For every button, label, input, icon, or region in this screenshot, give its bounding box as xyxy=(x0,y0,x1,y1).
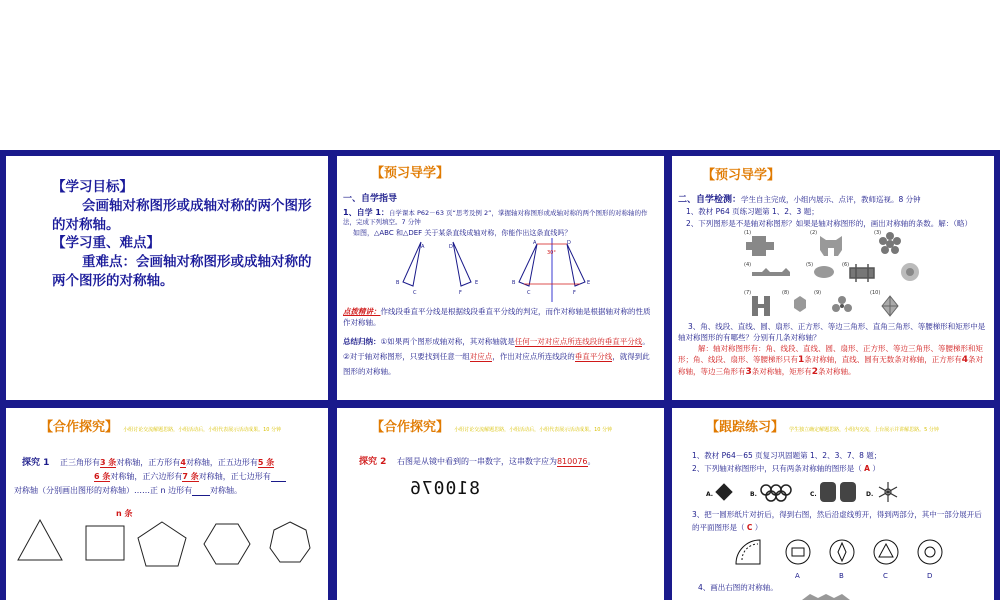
practice-q3-end: ） xyxy=(754,523,763,532)
slide-header xyxy=(371,416,612,435)
goals-heading: 【学习目标】 xyxy=(52,179,133,195)
figure-8-icon xyxy=(794,296,806,312)
fig-number-2: (2) xyxy=(810,230,818,236)
answer-number-2: 4 xyxy=(961,355,969,365)
choice-d-label: D xyxy=(927,572,933,580)
slide-title: 【合作探究】 xyxy=(40,420,119,435)
slide-title-note: 小组讨论交流解题思路，小组活动后，小组代表展示活动成果。10 分钟 xyxy=(123,427,282,433)
symmetry-figures xyxy=(742,228,942,318)
option-a-label: A. xyxy=(706,491,714,498)
figure-7-icon xyxy=(752,296,770,316)
slide-practice xyxy=(672,408,994,600)
square-shape xyxy=(86,526,124,560)
summary-label: 总结归纳： xyxy=(343,337,381,346)
heptagon-shape xyxy=(270,522,310,562)
answer-pentagon: 5 条 xyxy=(257,458,275,467)
fig-number-6: (6) xyxy=(842,262,850,268)
summary-text-2: 。②对于轴对称图形，只要找到任意一组 xyxy=(343,337,650,361)
answer-part-3: 条对称轴，等边三角形有 xyxy=(678,355,984,376)
answer-number-4: 2 xyxy=(811,367,819,377)
option-c-icon xyxy=(820,482,856,502)
fig2-label-b: B xyxy=(512,280,516,286)
answer-number-3: 3 xyxy=(745,367,752,377)
fig2-label-d: D xyxy=(567,240,571,246)
fig1-label-f: F xyxy=(459,290,462,296)
practice-q2-text: 2、下列轴对称图形中，只有两条对称轴的图形是（ xyxy=(692,464,862,473)
question-2: 2、下列图形是不是轴对称图形？如果是轴对称图形的，画出对称轴的条数。解：（略） xyxy=(686,219,973,228)
section-heading: 一、自学指导 xyxy=(343,194,398,204)
section-line xyxy=(678,194,990,206)
paper-cut-figures xyxy=(732,534,982,580)
answer-part-2: 条对称轴，直线、圆有无数条对称轴，正方形有 xyxy=(804,355,962,364)
fig-number-5: (5) xyxy=(806,262,814,268)
top-blank-area xyxy=(0,0,1000,150)
answer-part-1: 轴对称图形有：角、线段、直线、圆、扇形、正方形、等边三角形、等腰梯形和矩形；角、线段、扇形、等腰梯形只有 xyxy=(678,344,983,364)
figure-10-icon xyxy=(882,296,898,316)
explore-text-5: 对称轴，正七边形有 xyxy=(198,472,271,481)
slide-title: 【合作探究】 xyxy=(371,420,450,435)
summary-text xyxy=(343,334,655,379)
summary-text-4: ，就得到此图形的对称轴。 xyxy=(343,352,650,376)
slide-preview-guide xyxy=(337,156,664,400)
explore-2-text: 探究 2 右图是从镜中看到的一串数字，这串数字应为810076。 xyxy=(359,457,596,467)
summary-answer-1: 任何一对对应点所连线段的垂直平分线 xyxy=(514,337,643,346)
fig1-label-b: B xyxy=(396,280,400,286)
explore-2-answer: 810076 xyxy=(556,457,588,466)
fig2-label-f: F xyxy=(573,290,576,296)
self-study-item xyxy=(343,208,658,227)
option-a-icon xyxy=(716,484,732,500)
hexagon-shape xyxy=(204,524,250,564)
summary-text-3: ，作出对应点所连线段的 xyxy=(492,352,575,361)
triangles-figure xyxy=(391,240,501,300)
figure-5-icon xyxy=(814,266,834,278)
practice-q4: 4、画出右图的对称轴。 xyxy=(698,583,778,592)
figure-2-icon xyxy=(820,236,842,256)
note-label: 点拨精讲： xyxy=(343,307,381,316)
note-body: 作线段垂直平分线是根据线段垂直平分线的判定，而作对称轴是根据轴对称的性质作对称轴。 xyxy=(343,307,651,327)
fig-number-8: (8) xyxy=(782,290,790,296)
fig2-label-e: E xyxy=(587,280,591,286)
choice-a-circle xyxy=(786,540,810,564)
slide-title: 【预习导学】 xyxy=(702,168,781,183)
fig-number-10: (10) xyxy=(870,290,881,296)
fig2-angle: 30° xyxy=(547,250,556,256)
slide-explore-2 xyxy=(337,408,664,600)
explore-text-4: 对称轴，正六边形有 xyxy=(110,472,183,481)
figure-3-icon xyxy=(879,232,901,254)
key-points-heading: 【学习重、难点】 xyxy=(52,235,160,251)
explore-text-6: 对称轴（分别画出图形的对称轴）……正 n 边形有 xyxy=(14,486,193,495)
fig-number-3: (3) xyxy=(874,230,882,236)
fig1-label-e: E xyxy=(475,280,479,286)
explore-text-3: 对称轴，正五边形有 xyxy=(185,458,258,467)
slide-explore-1 xyxy=(6,408,328,600)
answer-hexagon: 6 条 xyxy=(94,472,111,481)
slide-learning-goals xyxy=(6,156,328,400)
q4-shape-icon xyxy=(802,594,850,600)
option-b-icon xyxy=(761,485,791,501)
fig-number-1: (1) xyxy=(744,230,752,236)
fig-number-4: (4) xyxy=(744,262,752,268)
answer-text xyxy=(678,343,990,378)
practice-q3-answer: C xyxy=(746,523,753,532)
slide-title-note: 小组讨论交流解题思路，小组活动后，小组代表展示活动成果。10 分钟 xyxy=(454,427,613,433)
fig1-label-d: D xyxy=(449,244,453,250)
answer-number-1: 1 xyxy=(798,355,805,365)
fig-number-9: (9) xyxy=(814,290,822,296)
figure-6-icon xyxy=(850,264,874,282)
option-d-label: D. xyxy=(866,491,874,498)
section-label: 二、自学检测： xyxy=(678,195,742,205)
summary-text-1: ①如果两个图形成轴对称，其对称轴就是 xyxy=(380,337,515,346)
triangles-with-axis-figure xyxy=(507,236,597,304)
goals-text: 会画轴对称图形或成轴对称的两个图形的对称轴。 xyxy=(52,198,312,233)
triangle-shape xyxy=(18,520,62,560)
mirror-digits: 810076 xyxy=(409,478,481,499)
answer-part-4: 条对称轴，矩形有 xyxy=(751,367,812,376)
option-d-icon xyxy=(879,482,897,502)
practice-q3-text: 3、把一圆形纸片对折后，得到右图，然后沿虚线剪开，得到两部分，其中一部分展开后的平面图形是（ xyxy=(692,510,982,532)
figure-4-icon xyxy=(752,268,790,276)
explore-text-2: 对称轴，正方形有 xyxy=(116,458,181,467)
summary-answer-3: 垂直平分线 xyxy=(574,352,613,361)
fig1-label-c: C xyxy=(413,290,417,296)
explore-2-label: 探究 2 xyxy=(359,457,387,467)
item-text: 自学课本 P62－63 页“思考及例 2”，掌握轴对称图形或成轴对称的两个图形的对称轴的作法，完成下列填空。7 分钟 xyxy=(343,209,648,226)
slide-title: 【预习导学】 xyxy=(371,166,450,181)
fig1-label-a: A xyxy=(421,244,425,250)
practice-q2-answer: A xyxy=(864,464,870,473)
item-label: 1、自学 1： xyxy=(343,208,389,217)
figure-9-icon xyxy=(832,296,852,312)
question-3: 3、角、线段、直线、圆、扇形、正方形、等边三角形、直角三角形、等腰梯形和矩形中是轴对称图形的有哪些？分别有几条对称轴？ xyxy=(678,322,986,342)
pentagon-shape xyxy=(138,522,186,566)
practice-q2 xyxy=(692,463,988,474)
note-text xyxy=(343,306,655,328)
explore-text-7: 对称轴。 xyxy=(209,486,242,495)
figure-1-icon xyxy=(746,236,774,256)
folded-paper-shape xyxy=(736,540,760,564)
answer-heptagon: 7 条 xyxy=(182,472,199,481)
figure-6b-icon xyxy=(901,263,919,281)
answer-label: 解： xyxy=(698,344,713,353)
practice-q2-end: ） xyxy=(872,464,880,473)
choice-a-label: A xyxy=(795,572,800,580)
section-text: 学生自主完成，小组内展示、点评，教师巡视。8 分钟 xyxy=(741,195,921,204)
explore-1-text xyxy=(14,456,324,498)
slide-header xyxy=(706,416,939,435)
slide-header xyxy=(40,416,281,435)
practice-q1: 1、教材 P64－65 页复习巩固题第 1、2、3、7、8 题； xyxy=(692,451,882,460)
explore-1-label: 探究 1 xyxy=(22,458,50,468)
fig2-label-a: A xyxy=(533,240,537,246)
explore-text-1: 正三角形有 xyxy=(59,458,100,467)
slide-title-note: 学生独立确定解题思路，小组内交流，上台展示并讲解思路。5 分钟 xyxy=(789,427,939,433)
choice-c-label: C xyxy=(883,572,888,580)
fig-number-7: (7) xyxy=(744,290,752,296)
option-c-label: C. xyxy=(810,491,817,498)
summary-answer-2: 对应点 xyxy=(469,352,493,361)
question-text: 如图，△ABC 和△DEF 关于某条直线成轴对称，你能作出这条直线吗？ xyxy=(353,229,572,237)
answer-n-gon: n 条 xyxy=(116,509,133,518)
slide-self-check xyxy=(672,156,994,400)
explore-2-question: 右图是从镜中看到的一串数字，这串数字应为 xyxy=(396,457,557,466)
slide-title: 【跟踪练习】 xyxy=(706,420,785,435)
q4-shape-figure xyxy=(798,592,858,600)
choice-d-circle xyxy=(918,540,942,564)
practice-q3 xyxy=(692,508,988,534)
regular-polygons-figure xyxy=(12,516,322,576)
key-points-text: 重难点：会画轴对称图形或成轴对称的两个图形的对称轴。 xyxy=(52,254,312,289)
answer-part-5: 条对称轴。 xyxy=(818,367,856,376)
question-1: 1、教材 P64 页练习题第 1、2、3 题； xyxy=(686,207,819,216)
option-figures xyxy=(706,478,926,508)
answer-triangle: 3 条 xyxy=(99,458,117,467)
fig2-label-c: C xyxy=(527,290,531,296)
answer-square: 4 xyxy=(180,458,186,467)
choice-b-label: B xyxy=(839,572,844,580)
option-b-label: B. xyxy=(750,491,757,498)
